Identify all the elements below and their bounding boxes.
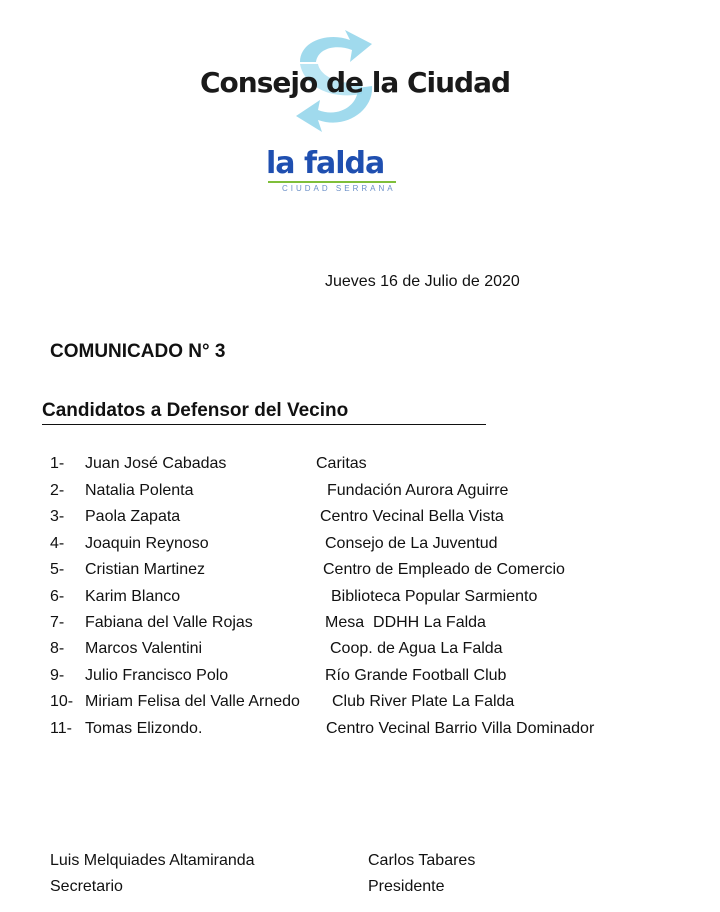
item-number: 4- [50, 535, 65, 552]
document-date: Jueves 16 de Julio de 2020 [325, 273, 520, 290]
candidate-name: Joaquin Reynoso [85, 535, 209, 552]
candidate-name: Paola Zapata [85, 508, 181, 525]
item-number: 1- [50, 455, 65, 472]
candidate-name: Fabiana del Valle Rojas [85, 614, 253, 631]
candidate-organization: Fundación Aurora Aguirre [327, 482, 509, 499]
candidate-name: Cristian Martinez [85, 561, 206, 578]
list-item [0, 482, 720, 508]
list-item [0, 614, 720, 640]
item-number: 8- [50, 640, 65, 657]
item-number: 11- [50, 720, 72, 737]
secretary-name: Luis Melquiades Altamiranda [50, 852, 255, 869]
list-item [0, 720, 720, 746]
candidate-organization: Caritas [316, 455, 367, 472]
candidate-name: Natalia Polenta [85, 482, 194, 499]
logo-title: Consejo de la Ciudad [200, 66, 511, 99]
list-item [0, 508, 720, 534]
item-number: 7- [50, 614, 65, 631]
item-number: 9- [50, 667, 65, 684]
item-number: 5- [50, 561, 65, 578]
candidate-organization: Biblioteca Popular Sarmiento [331, 588, 538, 605]
logo-subtitle: CIUDAD SERRANA [282, 184, 396, 193]
list-item [0, 693, 720, 719]
candidate-name: Julio Francisco Polo [85, 667, 229, 684]
candidate-name: Tomas Elizondo. [85, 720, 203, 737]
item-number: 6- [50, 588, 65, 605]
item-number: 3- [50, 508, 65, 525]
section-heading: Candidatos a Defensor del Vecino [42, 400, 486, 425]
candidate-organization: Centro de Empleado de Comercio [323, 561, 565, 578]
letterhead-logo [0, 0, 720, 220]
secretary-role: Secretario [50, 878, 123, 895]
list-item [0, 667, 720, 693]
candidate-name: Juan José Cabadas [85, 455, 227, 472]
candidate-name: Karim Blanco [85, 588, 181, 605]
candidate-organization: Coop. de Agua La Falda [330, 640, 503, 657]
candidate-name: Marcos Valentini [85, 640, 203, 657]
list-item [0, 640, 720, 666]
list-item [0, 455, 720, 481]
candidate-name: Miriam Felisa del Valle Arnedo [85, 693, 300, 710]
candidate-organization: Consejo de La Juventud [325, 535, 498, 552]
candidate-organization: Club River Plate La Falda [332, 693, 515, 710]
candidate-organization: Río Grande Football Club [325, 667, 507, 684]
candidate-organization: Mesa DDHH La Falda [325, 614, 486, 631]
list-item [0, 588, 720, 614]
list-item [0, 561, 720, 587]
candidate-organization: Centro Vecinal Bella Vista [320, 508, 504, 525]
item-number: 10- [50, 693, 74, 710]
logo-brand: la falda [266, 146, 385, 181]
president-name: Carlos Tabares [368, 852, 476, 869]
list-item [0, 535, 720, 561]
candidate-organization: Centro Vecinal Barrio Villa Dominador [326, 720, 595, 737]
comunicado-title: COMUNICADO N° 3 [50, 341, 226, 362]
president-role: Presidente [368, 878, 445, 895]
item-number: 2- [50, 482, 65, 499]
